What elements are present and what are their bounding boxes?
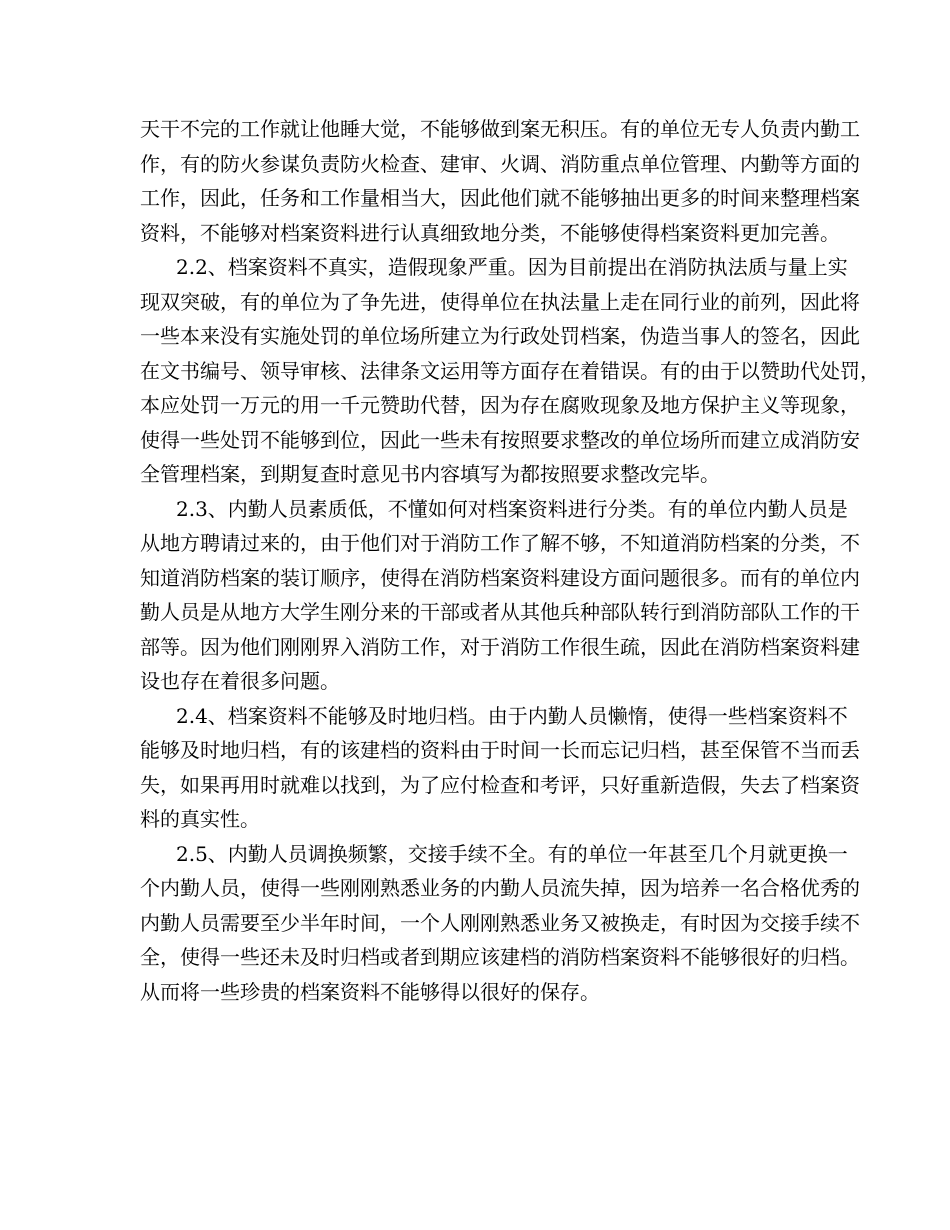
text-line: 全，使得一些还未及时归档或者到期应该建档的消防档案资料不能够很好的归档。 bbox=[140, 945, 860, 969]
text-line: 从而将一些珍贵的档案资料不能够得以很好的保存。 bbox=[140, 979, 600, 1004]
text-line: 工作，因此，任务和工作量相当大，因此他们就不能够抽出更多的时间来整理档案 bbox=[140, 186, 860, 210]
text-line: 现双突破，有的单位为了争先进，使得单位在执法量上走在同行业的前列，因此将 bbox=[140, 289, 860, 314]
text-line: 内勤人员需要至少半年时间，一个人刚刚熟悉业务又被换走，有时因为交接手续不 bbox=[140, 910, 860, 935]
text-line: 勤人员是从地方大学生刚分来的干部或者从其他兵种部队转行到消防部队工作的干 bbox=[140, 600, 860, 624]
paragraph-p4 bbox=[140, 699, 860, 837]
text-line: 2.4、档案资料不能够及时地归档。由于内勤人员懒惰，使得一些档案资料不 bbox=[176, 703, 848, 728]
text-line: 使得一些处罚不能够到位，因此一些未有按照要求整改的单位场所而建立成消防安 bbox=[140, 427, 860, 452]
text-line: 2.3、内勤人员素质低，不懂如何对档案资料进行分类。有的单位内勤人员是 bbox=[176, 496, 848, 521]
text-line: 一些本来没有实施处罚的单位场所建立为行政处罚档案，伪造当事人的签名，因此 bbox=[140, 324, 860, 348]
document-body bbox=[140, 112, 880, 1009]
text-line: 设也存在着很多问题。 bbox=[140, 669, 340, 693]
text-line: 从地方聘请过来的，由于他们对于消防工作了解不够，不知道消防档案的分类，不 bbox=[140, 531, 860, 555]
text-line: 个内勤人员，使得一些刚刚熟悉业务的内勤人员流失掉，因为培养一名合格优秀的 bbox=[140, 876, 860, 900]
text-line: 天干不完的工作就让他睡大觉，不能够做到案无积压。有的单位无专人负责内勤工 bbox=[140, 117, 860, 141]
text-line: 知道消防档案的装订顺序，使得在消防档案资料建设方面问题很多。而有的单位内 bbox=[140, 565, 860, 590]
text-line: 本应处罚一万元的用一千元赞助代替，因为存在腐败现象及地方保护主义等现象， bbox=[140, 393, 860, 417]
text-line: 作，有的防火参谋负责防火检查、建审、火调、消防重点单位管理、内勤等方面的 bbox=[140, 151, 860, 176]
text-line: 在文书编号、领导审核、法律条文运用等方面存在着错误。有的由于以赞助代处罚， bbox=[140, 358, 880, 383]
text-line: 2.2、档案资料不真实，造假现象严重。因为目前提出在消防执法质与量上实 bbox=[176, 255, 848, 279]
text-line: 2.5、内勤人员调换频繁，交接手续不全。有的单位一年甚至几个月就更换一 bbox=[176, 841, 848, 866]
paragraph-p3 bbox=[140, 492, 860, 699]
text-line: 料的真实性。 bbox=[140, 807, 260, 831]
paragraph-p5 bbox=[140, 837, 860, 1010]
paragraph-p2 bbox=[140, 250, 880, 492]
text-line: 部等。因为他们刚刚界入消防工作，对于消防工作很生疏，因此在消防档案资料建 bbox=[140, 634, 860, 659]
text-line: 失，如果再用时就难以找到，为了应付检查和考评，只好重新造假，失去了档案资 bbox=[140, 772, 860, 797]
text-line: 能够及时地归档，有的该建档的资料由于时间一长而忘记归档，甚至保管不当而丢 bbox=[140, 738, 860, 762]
paragraph-p1 bbox=[140, 112, 860, 250]
text-line: 资料，不能够对档案资料进行认真细致地分类，不能够使得档案资料更加完善。 bbox=[140, 220, 840, 245]
text-line: 全管理档案，到期复查时意见书内容填写为都按照要求整改完毕。 bbox=[140, 462, 720, 486]
